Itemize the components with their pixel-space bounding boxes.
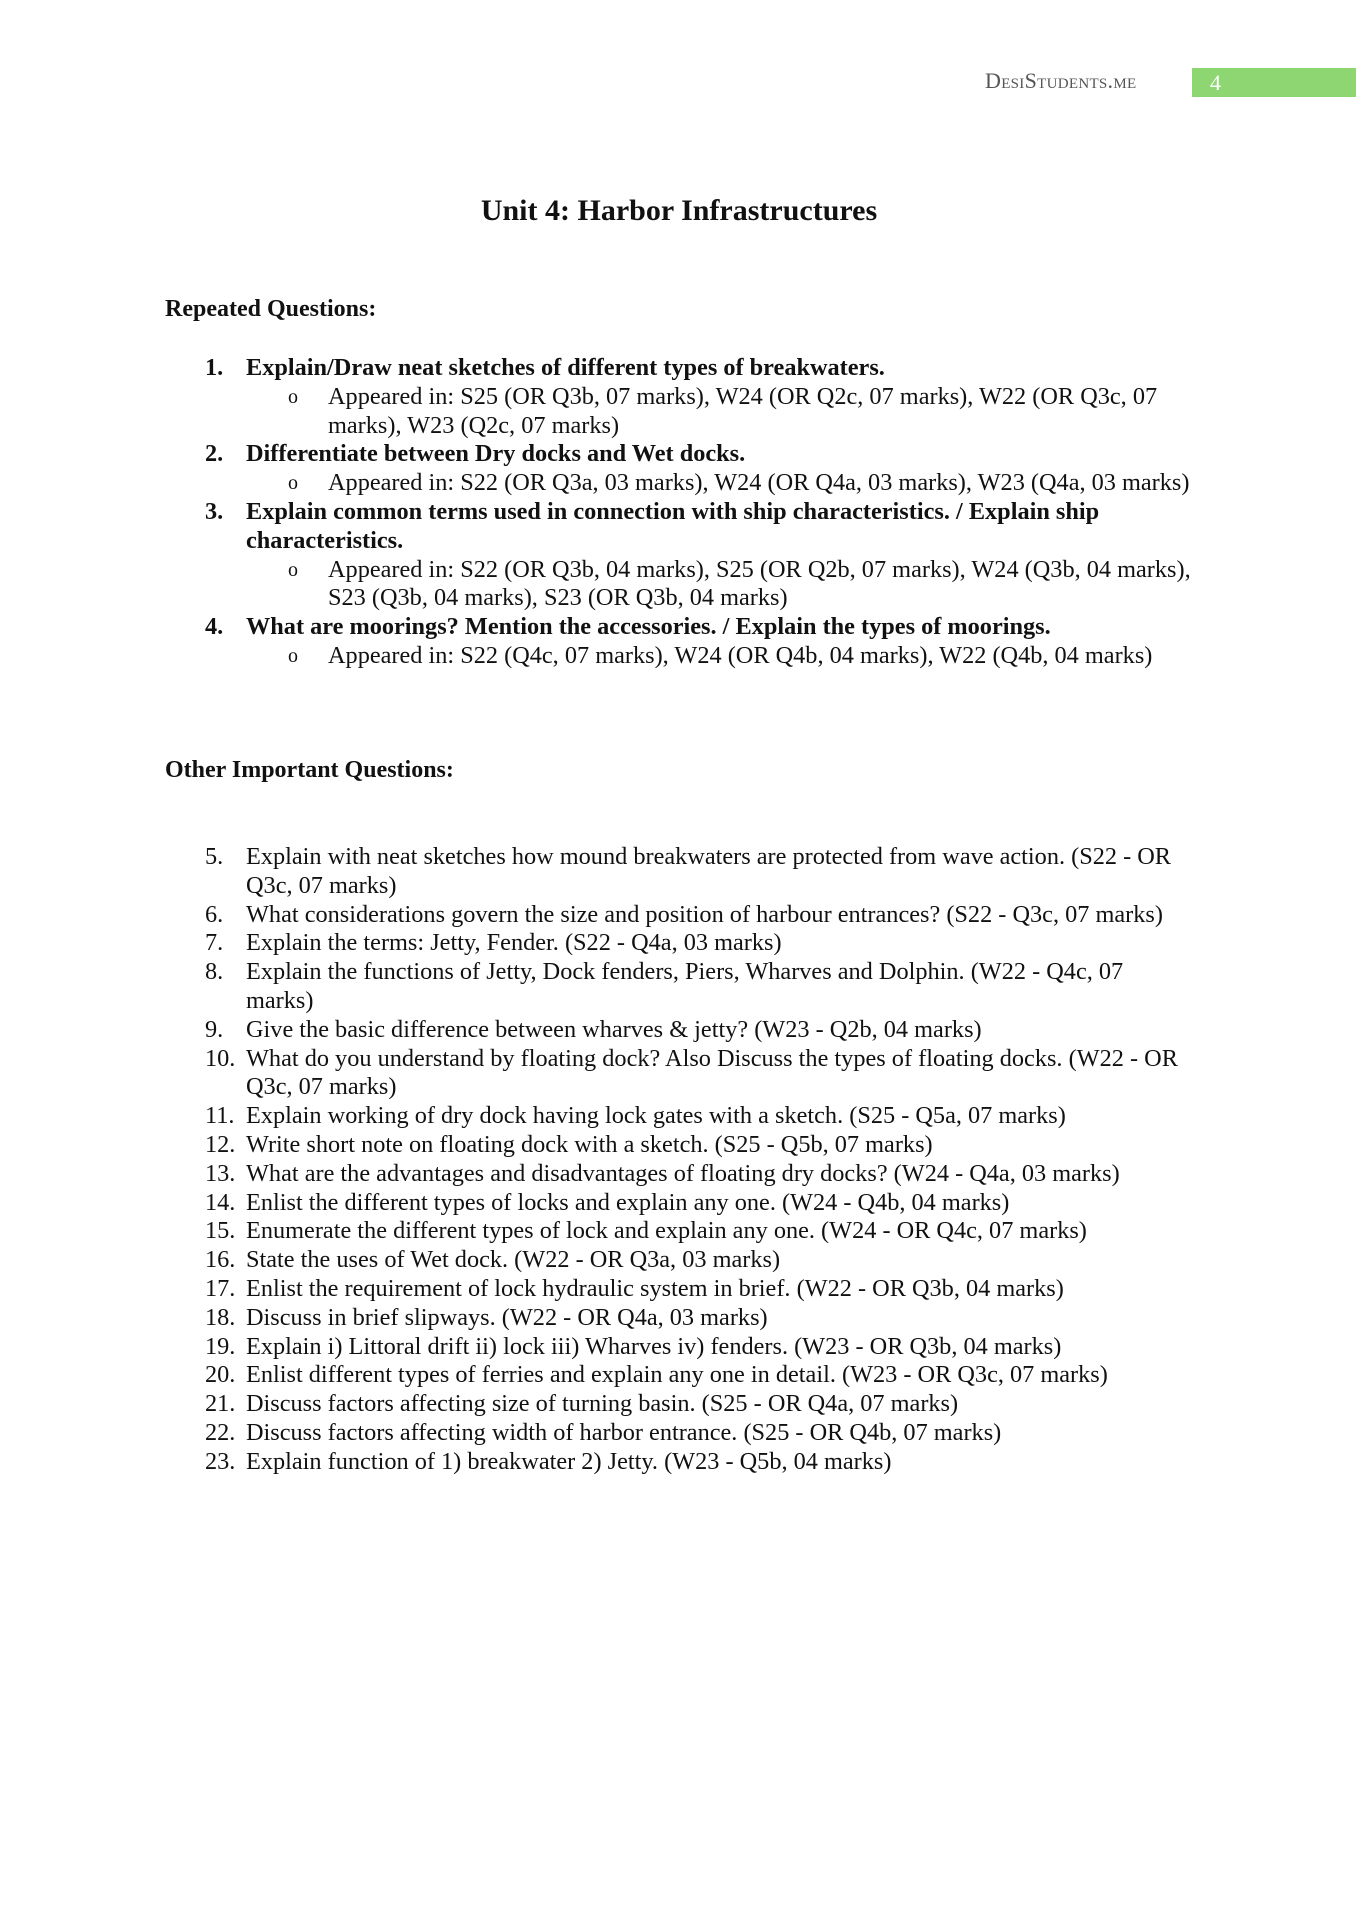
question-text: Give the basic difference between wharves & jetty? (W23 - Q2b, 04 marks) (246, 1015, 982, 1043)
question-text: Enlist different types of ferries and explain any one in detail. (W23 - OR Q3c, 07 marks) (246, 1361, 1108, 1389)
question-text: Discuss factors affecting size of turning basin. (S25 - OR Q4a, 07 marks) (246, 1390, 959, 1418)
question-text: Enumerate the different types of lock and explain any one. (W24 - OR Q4c, 07 marks) (246, 1217, 1087, 1245)
item-number: 21. (205, 1390, 236, 1418)
item-number: 19. (205, 1332, 236, 1360)
item-number: 7. (205, 929, 224, 957)
appeared-in-item (205, 556, 1195, 614)
item-number: 12. (205, 1130, 236, 1158)
list-item (205, 498, 1195, 556)
page-title: Unit 4: Harbor Infrastructures (480, 194, 878, 227)
question-text: What are the advantages and disadvantages of floating dry docks? (W24 - Q4a, 03 marks) (246, 1159, 1120, 1187)
list-item (205, 440, 1195, 469)
list-item (205, 843, 1187, 901)
item-number: 4. (205, 613, 224, 641)
item-number: 5. (205, 843, 224, 870)
list-item (205, 354, 1195, 383)
item-number: 9. (205, 1015, 224, 1043)
question-text: Enlist the requirement of lock hydraulic system in brief. (W22 - OR Q3b, 04 marks) (246, 1274, 1064, 1302)
list-item (205, 1131, 1187, 1160)
item-number: 16. (205, 1246, 236, 1274)
item-number: 10. (205, 1044, 236, 1072)
item-number: 18. (205, 1303, 236, 1331)
appeared-in-text: Appeared in: S22 (OR Q3b, 04 marks), S25 (OR Q2b, 07 marks), W24 (Q3b, 04 marks), S23 (Q3b, 04 marks), S23 (OR Q3b, 04 marks) (328, 555, 1191, 612)
list-item (205, 1246, 1187, 1275)
bullet-icon: o (288, 385, 298, 408)
item-number: 8. (205, 958, 224, 986)
question-text: Explain working of dry dock having lock gates with a sketch. (S25 - Q5a, 07 marks) (246, 1102, 1066, 1130)
appeared-in-item (205, 469, 1195, 498)
list-item (205, 1304, 1187, 1333)
list-item (205, 1333, 1187, 1362)
question-text: What considerations govern the size and position of harbour entrances? (S22 - Q3c, 07 marks) (246, 900, 1163, 928)
question-text: Explain with neat sketches how mound breakwaters are protected from wave action. (S22 - OR Q3c, 07 marks) (246, 843, 1172, 899)
page-number-badge: 4 (1192, 68, 1356, 97)
list-item (205, 1189, 1187, 1218)
other-questions-list (205, 843, 1187, 1477)
question-text: Differentiate between Dry docks and Wet docks. (246, 440, 746, 468)
list-item (205, 1448, 1187, 1477)
list-item (205, 1419, 1187, 1448)
question-text: Explain the terms: Jetty, Fender. (S22 - Q4a, 03 marks) (246, 929, 782, 957)
item-number: 17. (205, 1274, 236, 1302)
item-number: 22. (205, 1418, 236, 1446)
list-item (205, 1045, 1187, 1103)
question-text: What do you understand by floating dock? Also Discuss the types of floating docks. (W22 - OR Q3c, 07 marks) (246, 1044, 1178, 1101)
list-item (205, 1102, 1187, 1131)
item-number: 13. (205, 1159, 236, 1187)
question-text: Explain the functions of Jetty, Dock fenders, Piers, Wharves and Dolphin. (W22 - Q4c, 07 marks) (246, 958, 1124, 1014)
item-number: 15. (205, 1217, 236, 1245)
question-text: Enlist the different types of locks and explain any one. (W24 - Q4b, 04 marks) (246, 1188, 1010, 1216)
item-number: 3. (205, 497, 224, 525)
question-text: Explain function of 1) breakwater 2) Jetty. (W23 - Q5b, 04 marks) (246, 1447, 892, 1475)
repeated-questions-heading: Repeated Questions: (165, 296, 377, 322)
item-number: 11. (205, 1102, 235, 1130)
list-item (205, 1217, 1187, 1246)
list-item (205, 1275, 1187, 1304)
other-questions-heading: Other Important Questions: (165, 757, 454, 783)
item-number: 2. (205, 440, 224, 468)
site-name: DesiStudents.me (985, 68, 1137, 93)
list-item (205, 958, 1187, 1016)
appeared-in-text: Appeared in: S22 (OR Q3a, 03 marks), W24 (OR Q4a, 03 marks), W23 (Q4a, 03 marks) (328, 469, 1190, 497)
bullet-icon: o (288, 558, 298, 581)
item-number: 20. (205, 1361, 236, 1389)
bullet-icon: o (288, 472, 298, 495)
list-item (205, 613, 1195, 642)
appeared-in-text: Appeared in: S25 (OR Q3b, 07 marks), W24 (OR Q2c, 07 marks), W22 (OR Q3c, 07 marks), W23 (Q2c, 07 marks) (328, 382, 1158, 439)
appeared-in-text: Appeared in: S22 (Q4c, 07 marks), W24 (OR Q4b, 04 marks), W22 (Q4b, 04 marks) (328, 641, 1153, 669)
repeated-questions-list (205, 354, 1195, 671)
question-text: Explain i) Littoral drift ii) lock iii) Wharves iv) fenders. (W23 - OR Q3b, 04 marks) (246, 1332, 1062, 1360)
item-number: 23. (205, 1447, 236, 1475)
question-text: Discuss in brief slipways. (W22 - OR Q4a, 03 marks) (246, 1303, 768, 1331)
list-item (205, 1160, 1187, 1189)
item-number: 6. (205, 900, 224, 928)
list-item (205, 1361, 1187, 1390)
item-number: 14. (205, 1188, 236, 1216)
question-text: What are moorings? Mention the accessories. / Explain the types of moorings. (246, 613, 1051, 641)
question-text: Explain/Draw neat sketches of different types of breakwaters. (246, 354, 885, 381)
list-item (205, 1016, 1187, 1045)
question-text: State the uses of Wet dock. (W22 - OR Q3a, 03 marks) (246, 1246, 781, 1274)
question-text: Explain common terms used in connection with ship characteristics. / Explain ship characteristics. (246, 497, 1100, 554)
appeared-in-item (205, 383, 1195, 441)
appeared-in-item (205, 642, 1195, 671)
question-text: Write short note on floating dock with a sketch. (S25 - Q5b, 07 marks) (246, 1130, 933, 1158)
question-text: Discuss factors affecting width of harbor entrance. (S25 - OR Q4b, 07 marks) (246, 1418, 1002, 1446)
bullet-icon: o (288, 644, 298, 667)
list-item (205, 929, 1187, 958)
item-number: 1. (205, 354, 224, 381)
list-item (205, 901, 1187, 930)
list-item (205, 1390, 1187, 1419)
